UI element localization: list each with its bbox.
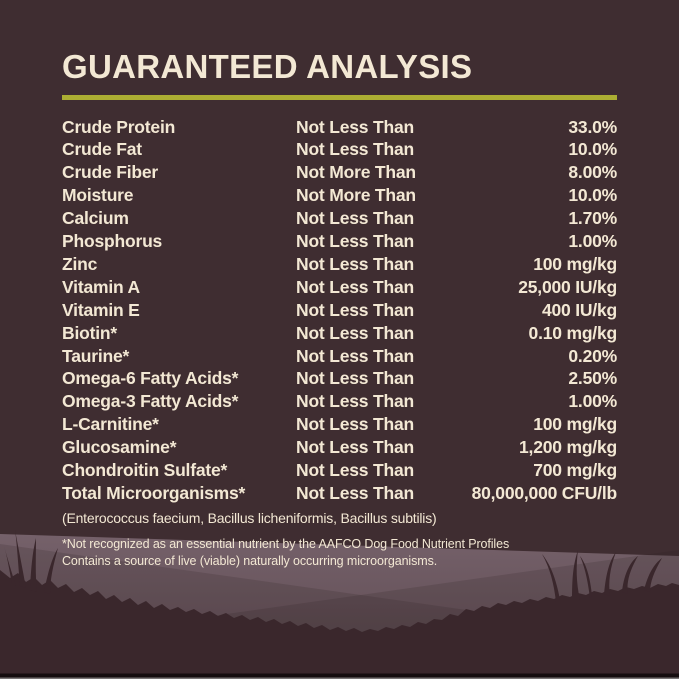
nutrient-name: Crude Fat [62,139,142,160]
bottom-dark-line [0,674,679,678]
nutrient-value: 100 mg/kg [533,253,617,274]
nutrient-name: Glucosamine* [62,437,177,458]
qualifier-text: Not Less Than [296,483,414,503]
qualifier-text: Not Less Than [296,345,414,366]
nutrient-name: Vitamin E [62,299,140,320]
nutrient-name: Phosphorus [62,231,163,252]
live-microorganisms-footnote: Contains a source of live (viable) naturally occurring microorganisms. [62,554,438,569]
table-row [62,184,617,207]
nutrient-value: 1.00% [568,391,617,412]
nutrient-value: 8.00% [568,162,617,183]
nutrient-name: Omega-6 Fatty Acids* [62,368,239,389]
nutrient-name: Chondroitin Sulfate* [62,460,228,481]
table-row [62,436,617,459]
guaranteed-analysis-table [62,116,617,505]
table-row [62,138,617,161]
table-row [62,390,617,413]
page-title: GUARANTEED ANALYSIS [62,48,473,85]
nutrient-value: 0.10 mg/kg [528,322,617,343]
qualifier-text: Not Less Than [296,231,414,252]
nutrient-name: Total Microorganisms* [62,483,246,503]
aafco-footnote: *Not recognized as an essential nutrient by the AAFCO Dog Food Nutrient Profiles [62,536,510,551]
nutrient-name: Biotin* [62,322,117,343]
qualifier-text: Not Less Than [296,208,414,229]
microorganism-species-note: (Enterococcus faecium, Bacillus licheniformis, Bacillus subtilis) [62,509,437,526]
table-row [62,207,617,230]
table-row [62,161,617,184]
label-content [62,0,617,571]
nutrient-value: 80,000,000 CFU/lb [471,483,617,503]
nutrient-value: 10.0% [568,139,617,160]
qualifier-text: Not Less Than [296,460,414,481]
nutrient-value: 10.0% [568,185,617,206]
nutrient-name: L-Carnitine* [62,414,159,435]
nutrient-value: 33.0% [568,116,617,137]
table-row [62,482,617,505]
qualifier-text: Not Less Than [296,276,414,297]
qualifier-text: Not Less Than [296,391,414,412]
nutrient-name: Zinc [62,253,98,274]
qualifier-text: Not More Than [296,185,416,206]
nutrient-name: Vitamin A [62,276,140,297]
table-row [62,459,617,482]
qualifier-text: Not More Than [296,162,416,183]
nutrient-value: 0.20% [568,345,617,366]
qualifier-text: Not Less Than [296,322,414,343]
nutrient-value: 1,200 mg/kg [519,437,617,458]
table-row [62,413,617,436]
table-row [62,253,617,276]
table-row [62,345,617,368]
table-row [62,367,617,390]
nutrient-name: Taurine* [62,345,130,366]
qualifier-text: Not Less Than [296,437,414,458]
qualifier-text: Not Less Than [296,299,414,320]
title-divider-rule [62,95,617,100]
qualifier-text: Not Less Than [296,116,414,137]
qualifier-text: Not Less Than [296,414,414,435]
nutrient-value: 100 mg/kg [533,414,617,435]
qualifier-text: Not Less Than [296,139,414,160]
nutrient-name: Crude Protein [62,116,176,137]
table-row [62,116,617,139]
nutrient-name: Omega-3 Fatty Acids* [62,391,239,412]
qualifier-text: Not Less Than [296,368,414,389]
nutrient-name: Moisture [62,185,134,206]
table-row [62,299,617,322]
nutrient-value: 400 IU/kg [541,299,617,320]
footnote-block [62,536,617,571]
nutrient-value: 1.70% [568,208,617,229]
qualifier-text: Not Less Than [296,253,414,274]
table-row [62,276,617,299]
nutrient-value: 25,000 IU/kg [518,276,617,297]
nutrient-name: Calcium [62,208,129,229]
nutrient-name: Crude Fiber [62,162,159,183]
table-row [62,322,617,345]
nutrient-value: 1.00% [568,231,617,252]
nutrient-value: 700 mg/kg [533,460,617,481]
table-row [62,230,617,253]
nutrient-value: 2.50% [568,368,617,389]
